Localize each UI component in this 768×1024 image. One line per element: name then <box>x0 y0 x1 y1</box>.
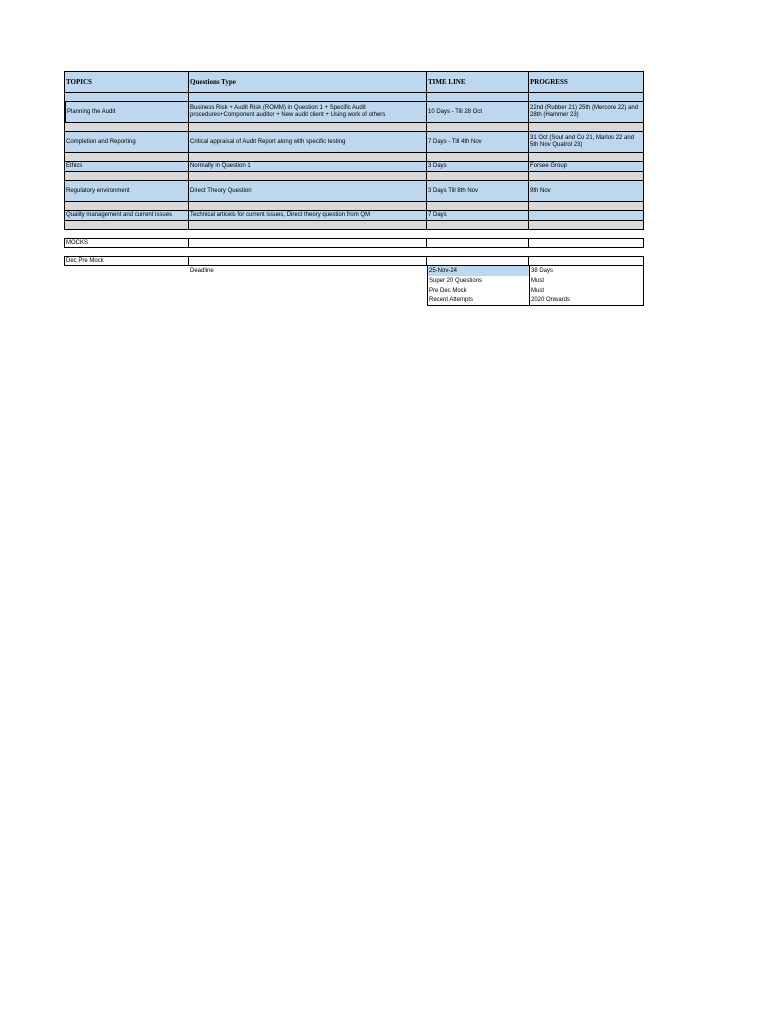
spacer-row <box>64 93 644 102</box>
type-cell[interactable]: Direct Theory Question <box>189 181 427 202</box>
spacer-row <box>64 123 644 132</box>
cell[interactable] <box>529 238 644 248</box>
cell[interactable] <box>189 221 427 230</box>
table-row <box>64 211 644 221</box>
row-gap <box>64 248 644 256</box>
spacer-row <box>64 153 644 162</box>
cell[interactable] <box>427 93 529 102</box>
cell[interactable] <box>529 202 644 211</box>
header-progress[interactable]: PROGRESS <box>529 71 644 93</box>
cell[interactable] <box>64 202 189 211</box>
deadline-block <box>64 266 644 306</box>
spreadsheet <box>64 71 644 306</box>
topic-cell[interactable]: Completion and Reporting <box>64 132 189 153</box>
cell[interactable] <box>427 221 529 230</box>
cell[interactable] <box>189 202 427 211</box>
header-questions-type[interactable]: Questions Type <box>189 71 427 93</box>
timeline-cell[interactable]: 7 Days - Till 4th Nov <box>427 132 529 153</box>
type-cell[interactable]: Normally in Question 1 <box>189 162 427 172</box>
cell[interactable] <box>427 256 529 266</box>
cell[interactable] <box>427 172 529 181</box>
pre-mock-row <box>64 256 644 266</box>
type-cell[interactable]: Technical articels for current issues, Direct theory question from QM <box>189 211 427 221</box>
progress-cell[interactable]: Forsee Group <box>529 162 644 172</box>
cell[interactable] <box>189 93 427 102</box>
topic-cell[interactable]: Ethics <box>64 162 189 172</box>
spacer-row <box>64 172 644 181</box>
topic-cell[interactable]: Regulatory environment <box>64 181 189 202</box>
progress-cell[interactable]: 31 Oct (Soul and Co 21, Marlos 22 and 5th Nov Quatrol 23) <box>529 132 644 153</box>
type-cell[interactable]: Critical appraisal of Audit Report along with specific testing <box>189 132 427 153</box>
row-gap <box>64 230 644 238</box>
cell[interactable] <box>189 256 427 266</box>
table-row <box>64 181 644 202</box>
progress-cell[interactable]: 9th Nov <box>529 181 644 202</box>
progress-cell[interactable]: 22nd (Rubber 21) 25th (Mercore 22) and 28th (Hammer 23) <box>529 102 644 123</box>
cell[interactable] <box>189 238 427 248</box>
header-time-line[interactable]: TIME LINE <box>427 71 529 93</box>
cell[interactable] <box>64 123 189 132</box>
cell[interactable] <box>529 172 644 181</box>
cell[interactable] <box>427 202 529 211</box>
cell[interactable] <box>64 172 189 181</box>
deadline-item-name[interactable]: Recent Attempts <box>427 296 529 306</box>
progress-cell[interactable] <box>529 211 644 221</box>
type-cell[interactable]: Business Risk + Audit Risk (ROMM) in Question 1 + Specific Audit procedures+Component auditor + New audit client + Using work of others <box>189 102 427 123</box>
cell[interactable] <box>529 153 644 162</box>
cell[interactable] <box>64 93 189 102</box>
timeline-cell[interactable]: 3 Days Till 8th Nov <box>427 181 529 202</box>
deadline-date-value[interactable]: 38 Days <box>529 266 644 276</box>
timeline-cell[interactable]: 7 Days <box>427 211 529 221</box>
header-row <box>64 71 644 93</box>
timeline-cell[interactable]: 3 Days <box>427 162 529 172</box>
deadline-label[interactable]: Deadline <box>190 267 214 274</box>
cell[interactable] <box>529 256 644 266</box>
cell[interactable] <box>427 238 529 248</box>
deadline-item-name[interactable]: Super 20 Questions <box>427 276 529 286</box>
mocks-row <box>64 238 644 248</box>
pre-mock-label[interactable]: Dec Pre Mock <box>64 256 189 266</box>
cell[interactable] <box>529 93 644 102</box>
mocks-label[interactable]: MOCKS <box>64 238 189 248</box>
table-row <box>64 132 644 153</box>
topic-cell[interactable]: Quality management and current issues <box>64 211 189 221</box>
cell[interactable] <box>529 221 644 230</box>
deadline-item-value[interactable]: Must <box>529 286 644 296</box>
cell[interactable] <box>189 172 427 181</box>
cell[interactable] <box>189 153 427 162</box>
deadline-item-name[interactable]: Pre Dec Mock <box>427 286 529 296</box>
cell[interactable] <box>427 123 529 132</box>
cell[interactable] <box>64 153 189 162</box>
spacer-row <box>64 202 644 211</box>
spacer-row <box>64 221 644 230</box>
cell[interactable] <box>189 123 427 132</box>
deadline-item-value[interactable]: 2020 Onwards <box>529 296 644 306</box>
deadline-item-value[interactable]: Must <box>529 276 644 286</box>
timeline-cell[interactable]: 10 Days - Till 28 Oct <box>427 102 529 123</box>
header-topics[interactable]: TOPICS <box>64 71 189 93</box>
cell[interactable] <box>64 221 189 230</box>
table-row <box>64 162 644 172</box>
topic-cell[interactable]: Planning the Audit <box>64 102 189 123</box>
cell[interactable] <box>427 153 529 162</box>
deadline-date[interactable]: 25-Nov-24 <box>427 266 529 276</box>
cell[interactable] <box>529 123 644 132</box>
table-row <box>64 102 644 123</box>
